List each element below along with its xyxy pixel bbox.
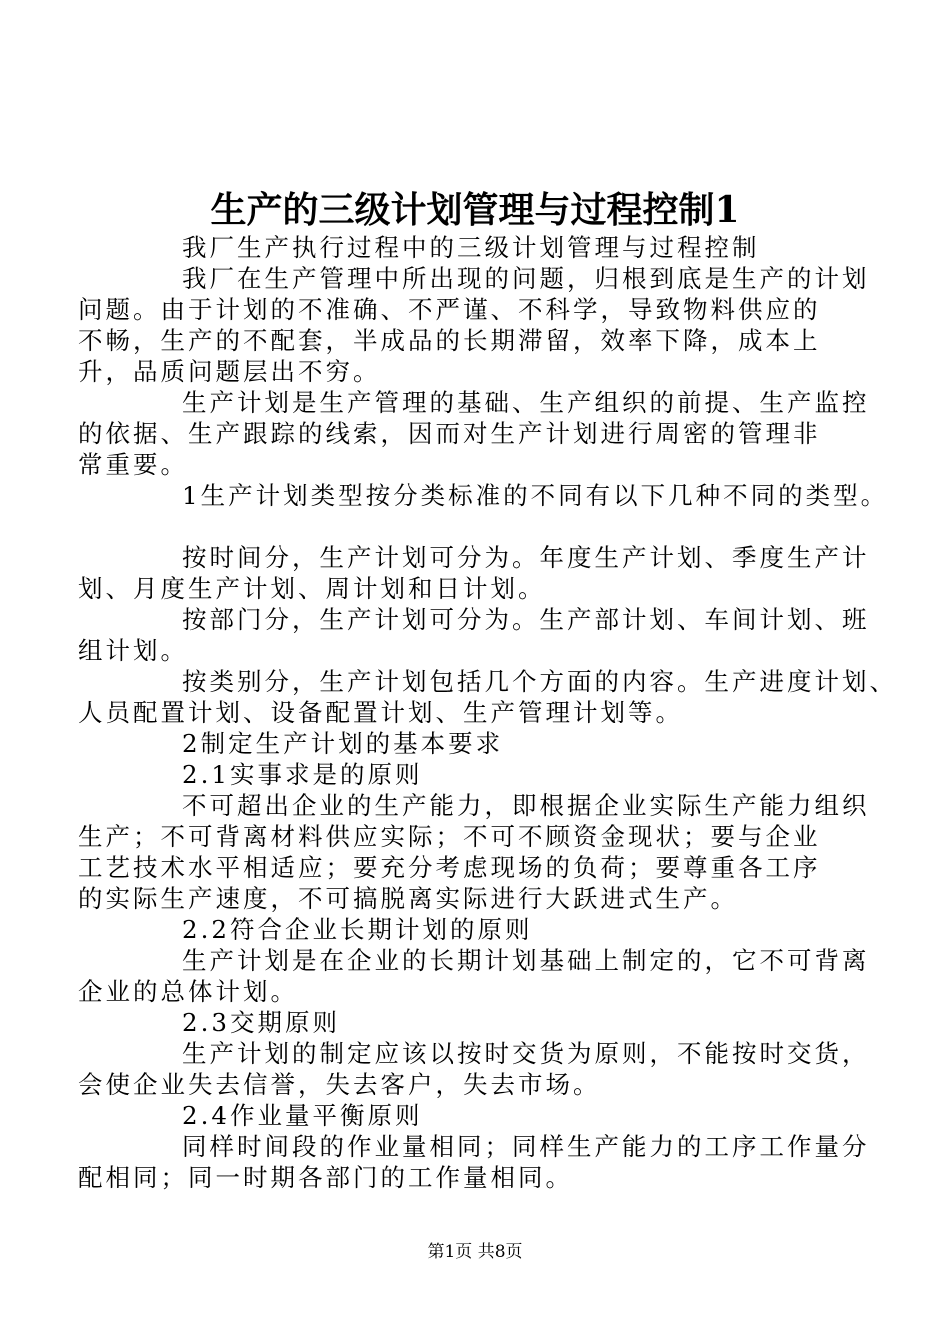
page-footer: 第1页 共8页: [427, 1242, 523, 1262]
paragraph: [78, 1131, 870, 1193]
text-line: 不畅，生产的不配套，半成品的长期滞留，效率下降，成本上: [78, 326, 821, 355]
paragraph: [78, 387, 870, 480]
text-line: 工艺技术水平相适应；要充分考虑现场的负荷；要尊重各工序: [78, 853, 821, 882]
text-line: 生产计划的制定应该以按时交货为原则，不能按时交货，: [182, 1039, 870, 1068]
document-body: [78, 232, 897, 1193]
text-line: 按类别分，生产计划包括几个方面的内容。生产进度计划、: [182, 667, 897, 696]
section-heading: [130, 728, 850, 759]
text-line: 2.1实事求是的原则: [182, 760, 423, 789]
text-line: 不可超出企业的生产能力，即根据企业实际生产能力组织: [182, 791, 870, 820]
text-line: 的实际生产速度，不可搞脱离实际进行大跃进式生产。: [78, 884, 738, 913]
subsection-heading: [130, 1007, 850, 1038]
text-line: 配相同；同一时期各部门的工作量相同。: [78, 1163, 573, 1192]
paragraph: [78, 945, 870, 1007]
text-line: 按部门分，生产计划可分为。生产部计划、车间计划、班: [182, 605, 870, 634]
text-line: 常重要。: [78, 450, 188, 479]
text-line: 的依据、生产跟踪的线索，因而对生产计划进行周密的管理非: [78, 419, 821, 448]
text-line: 我厂生产执行过程中的三级计划管理与过程控制: [182, 233, 760, 262]
subsection-heading: [130, 1100, 850, 1131]
text-line: 2.3交期原则: [182, 1008, 340, 1037]
text-line: 升，品质问题层出不穷。: [78, 357, 381, 386]
paragraph: [78, 263, 870, 387]
text-line: 企业的总体计划。: [78, 977, 298, 1006]
blank-line: [130, 511, 850, 542]
paragraph: [78, 542, 870, 604]
text-line: 会使企业失去信誉，失去客户，失去市场。: [78, 1070, 601, 1099]
text-line: 2.2符合企业长期计划的原则: [182, 915, 533, 944]
subsection-heading: [130, 759, 850, 790]
text-line: 问题。由于计划的不准确、不严谨、不科学，导致物料供应的: [78, 295, 821, 324]
text-line: 组计划。: [78, 636, 188, 665]
paragraph: [130, 232, 850, 263]
text-line: 生产计划是在企业的长期计划基础上制定的，它不可背离: [182, 946, 870, 975]
text-line: 1生产计划类型按分类标准的不同有以下几种不同的类型。: [182, 481, 889, 510]
text-line: 划、月度生产计划、周计划和日计划。: [78, 574, 546, 603]
text-line: 按时间分，生产计划可分为。年度生产计划、季度生产计: [182, 543, 870, 572]
text-line: 生产；不可背离材料供应实际；不可不顾资金现状；要与企业: [78, 822, 821, 851]
document-title: 生产的三级计划管理与过程控制1: [210, 189, 740, 231]
paragraph: [78, 604, 870, 666]
text-line: 人员配置计划、设备配置计划、生产管理计划等。: [78, 698, 683, 727]
text-line: 我厂在生产管理中所出现的问题，归根到底是生产的计划: [182, 264, 870, 293]
text-line: 2制定生产计划的基本要求: [182, 729, 504, 758]
subsection-heading: [130, 914, 850, 945]
text-line: 生产计划是生产管理的基础、生产组织的前提、生产监控: [182, 388, 870, 417]
paragraph: [78, 666, 897, 728]
text-line: 同样时间段的作业量相同；同样生产能力的工序工作量分: [182, 1132, 870, 1161]
paragraph: [78, 1038, 870, 1100]
paragraph: [78, 790, 870, 914]
text-line: 2.4作业量平衡原则: [182, 1101, 423, 1130]
paragraph: [130, 480, 889, 511]
